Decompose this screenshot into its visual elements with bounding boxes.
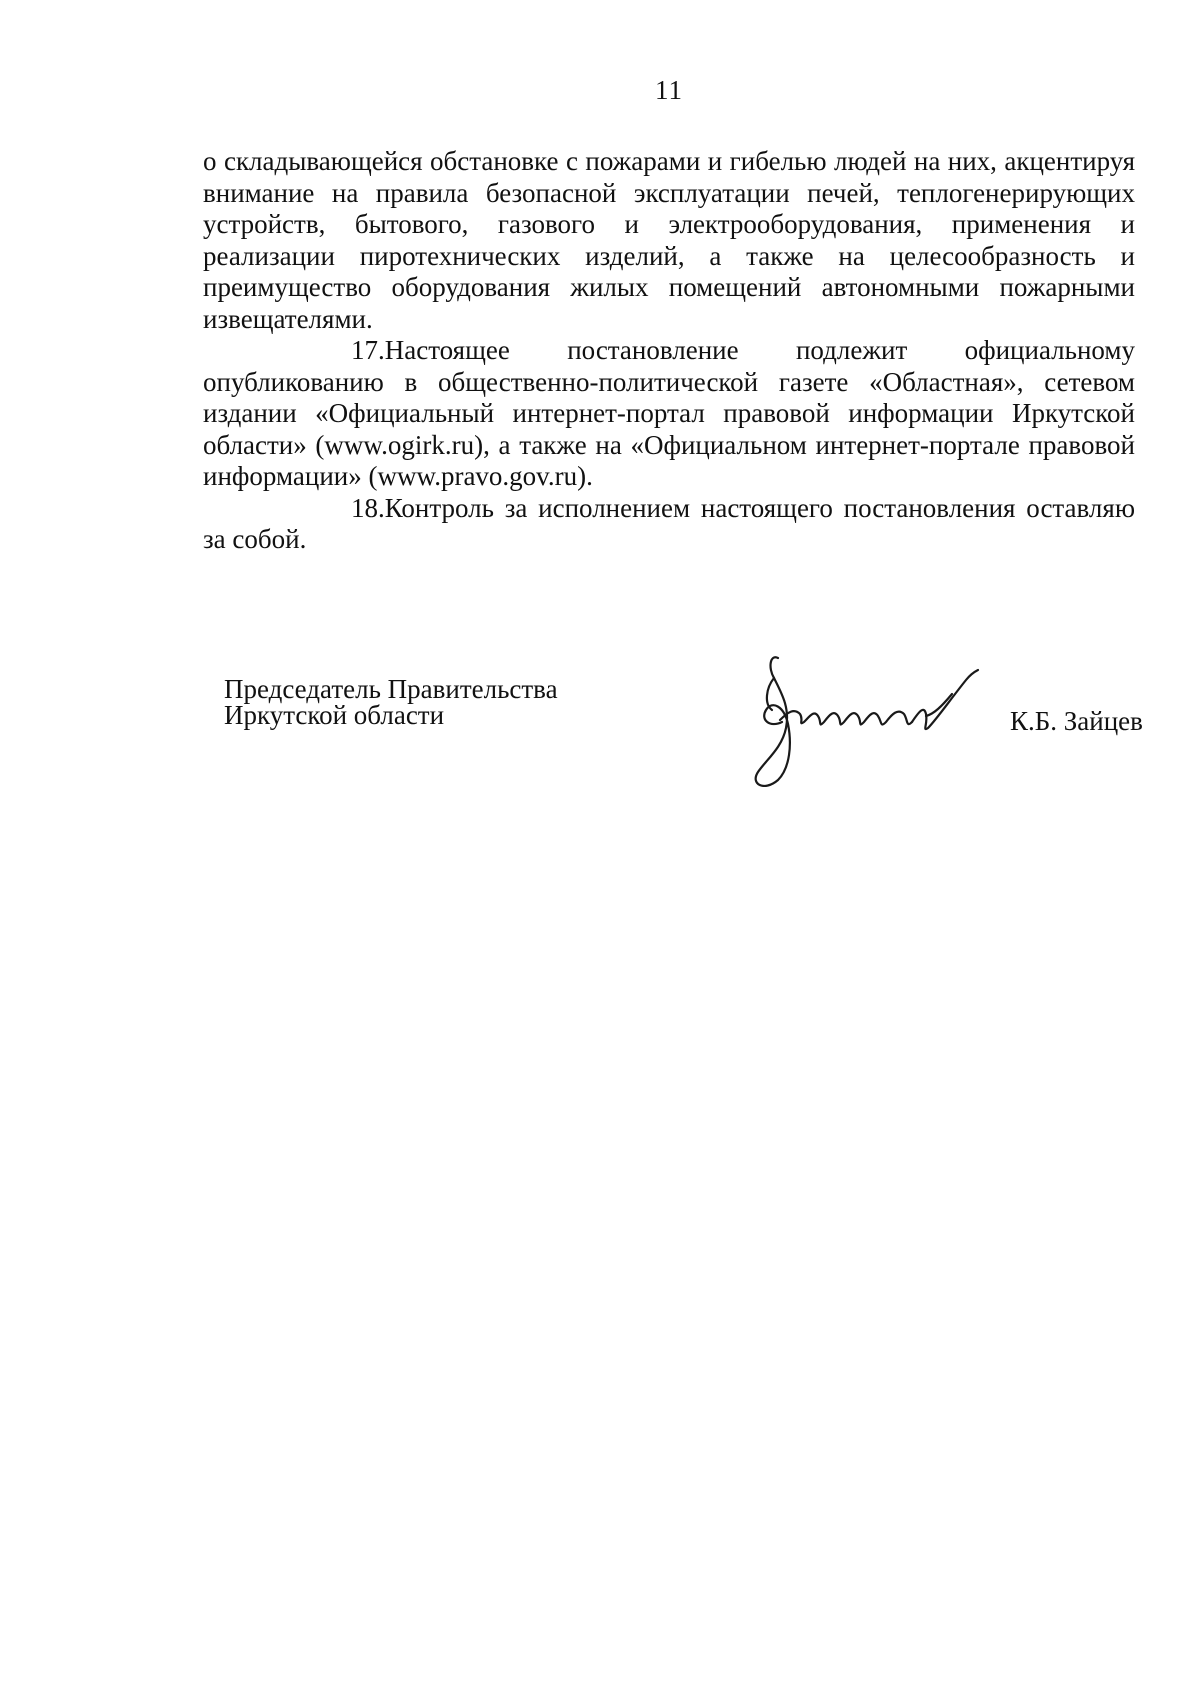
document-body: [203, 146, 1135, 556]
page-number: 11: [655, 75, 683, 105]
paragraph-number: 17.: [351, 335, 385, 365]
paragraph-17: [203, 335, 1135, 493]
signatory-title: [224, 676, 558, 728]
handwritten-signature: [730, 648, 990, 794]
paragraph-18: [203, 493, 1135, 556]
paragraph-number: 18.: [351, 492, 385, 523]
signer-name: К.Б. Зайцев: [1010, 706, 1143, 736]
paragraph-continuation: [203, 146, 1135, 335]
signatory-title-line-2: Иркутской области: [224, 700, 445, 730]
signatory-title-line-1: Председатель Правительства: [224, 674, 558, 704]
paragraph-text: о складывающейся обстановке с пожарами и гибелью людей на них, акцентируя внимание на правила безопасной эксплуатации печей, теплогенерирующих устройств, бытового, газового и электрооборудования, применения и реализации пиротехнических изделий, а также на целесообразность и преимущество оборудования жилых помещений автономными пожарными извещателями.: [203, 146, 1135, 334]
paragraph-text: Настоящее постановление подлежит официальному опубликованию в общественно-политической газете «Областная», сетевом издании «Официальный интернет-портал правовой информации Иркутской области» (www.ogirk.ru), а также на «Официальном интернет-портале правовой информации» (www.pravo.gov.ru).: [203, 335, 1135, 491]
paragraph-text: Контроль за исполнением настоящего постановления оставляю за собой.: [203, 492, 1135, 554]
